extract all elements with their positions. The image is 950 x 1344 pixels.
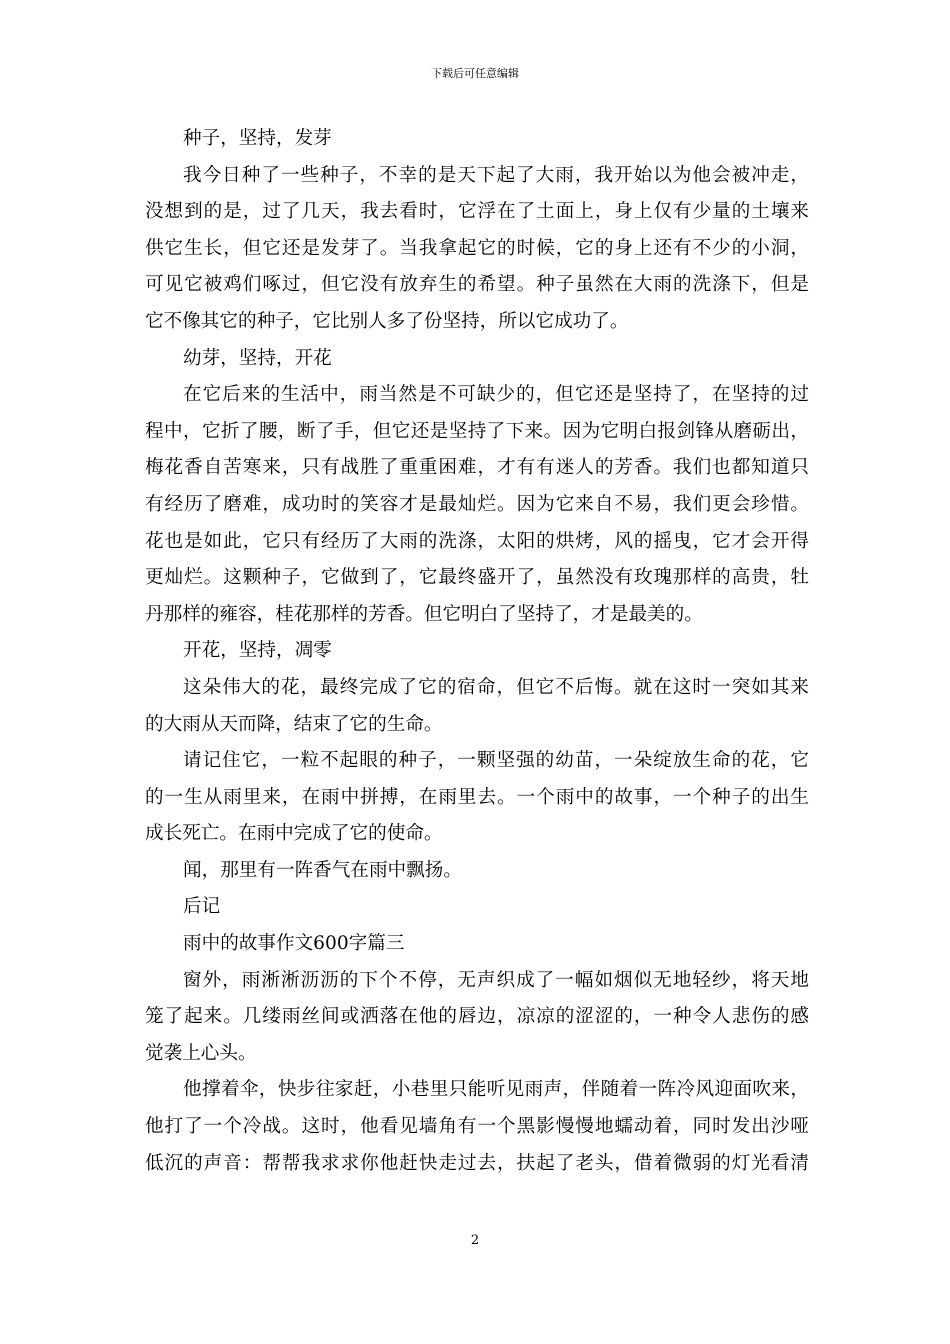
text-line: 花也是如此，它只有经历了大雨的洗涤，太阳的烘烤，风的摇曳，它才会开得 — [145, 530, 809, 552]
text-line: 的一生从雨里来，在雨中拼搏，在雨里去。一个雨中的故事，一个种子的出生 — [145, 786, 809, 808]
text-line: 程中，它折了腰，断了手，但它还是坚持了下来。因为它明白报剑锋从磨砺出， — [145, 420, 809, 442]
text-line: 雨中的故事作文600字篇三 — [183, 933, 405, 955]
text-line: 种子，坚持，发芽 — [183, 128, 332, 149]
text-line: 没想到的是，过了几天，我去看时，它浮在了土面上，身上仅有少量的土壤来 — [145, 201, 809, 223]
text-line: 低沉的声音：帮帮我求求你他赶快走过去，扶起了老头，借着微弱的灯光看清 — [145, 1152, 809, 1174]
text-line: 有经历了磨难，成功时的笑容才是最灿烂。因为它来自不易，我们更会珍惜。 — [145, 493, 809, 515]
text-line: 的大雨从天而降，结束了它的生命。 — [145, 713, 443, 735]
text-line: 开花，坚持，凋零 — [183, 640, 332, 662]
text-line: 他打了一个冷战。这时，他看见墙角有一个黑影慢慢地蠕动着，同时发出沙哑 — [145, 1116, 809, 1138]
text-line: 觉袭上心头。 — [145, 1042, 257, 1064]
page-header: 下载后可任意编辑 — [431, 67, 519, 80]
text-line: 在它后来的生活中，雨当然是不可缺少的，但它还是坚持了，在坚持的过 — [183, 384, 809, 406]
text-line: 后记 — [183, 896, 221, 918]
text-line: 幼芽，坚持，开花 — [183, 347, 332, 369]
text-line: 请记住它，一粒不起眼的种子，一颗坚强的幼苗，一朵绽放生命的花，它 — [183, 750, 809, 772]
text-line: 笼了起来。几缕雨丝间或洒落在他的唇边，凉凉的涩涩的，一种令人悲伤的感 — [145, 1006, 809, 1028]
text-line: 供它生长，但它还是发芽了。当我拿起它的时候，它的身上还有不少的小洞， — [145, 237, 809, 259]
document-body — [145, 121, 809, 1182]
text-line: 窗外，雨淅淅沥沥的下个不停，无声织成了一幅如烟似无地轻纱，将天地 — [183, 969, 809, 991]
text-line: 闻，那里有一阵香气在雨中飘扬。 — [183, 859, 462, 881]
text-line: 丹那样的雍容，桂花那样的芳香。但它明白了坚持了，才是最美的。 — [145, 603, 703, 625]
text-line: 成长死亡。在雨中完成了它的使命。 — [145, 823, 443, 845]
text-line: 更灿烂。这颗种子，它做到了，它最终盛开了，虽然没有玫瑰那样的高贵，牡 — [145, 567, 809, 589]
page-number: 2 — [470, 1233, 480, 1248]
text-line: 可见它被鸡们啄过，但它没有放弃生的希望。种子虽然在大雨的洗涤下，但是 — [145, 274, 809, 296]
text-line: 梅花香自苦寒来，只有战胜了重重困难，才有有迷人的芳香。我们也都知道只 — [145, 457, 809, 479]
text-line: 他撑着伞，快步往家赶，小巷里只能听见雨声，伴随着一阵冷风迎面吹来， — [183, 1079, 809, 1101]
text-line: 它不像其它的种子，它比别人多了份坚持，所以它成功了。 — [145, 310, 629, 332]
text-line: 这朵伟大的花，最终完成了它的宿命，但它不后悔。就在这时一突如其来 — [183, 676, 809, 698]
text-line: 我今日种了一些种子，不幸的是天下起了大雨，我开始以为他会被冲走， — [183, 164, 809, 186]
